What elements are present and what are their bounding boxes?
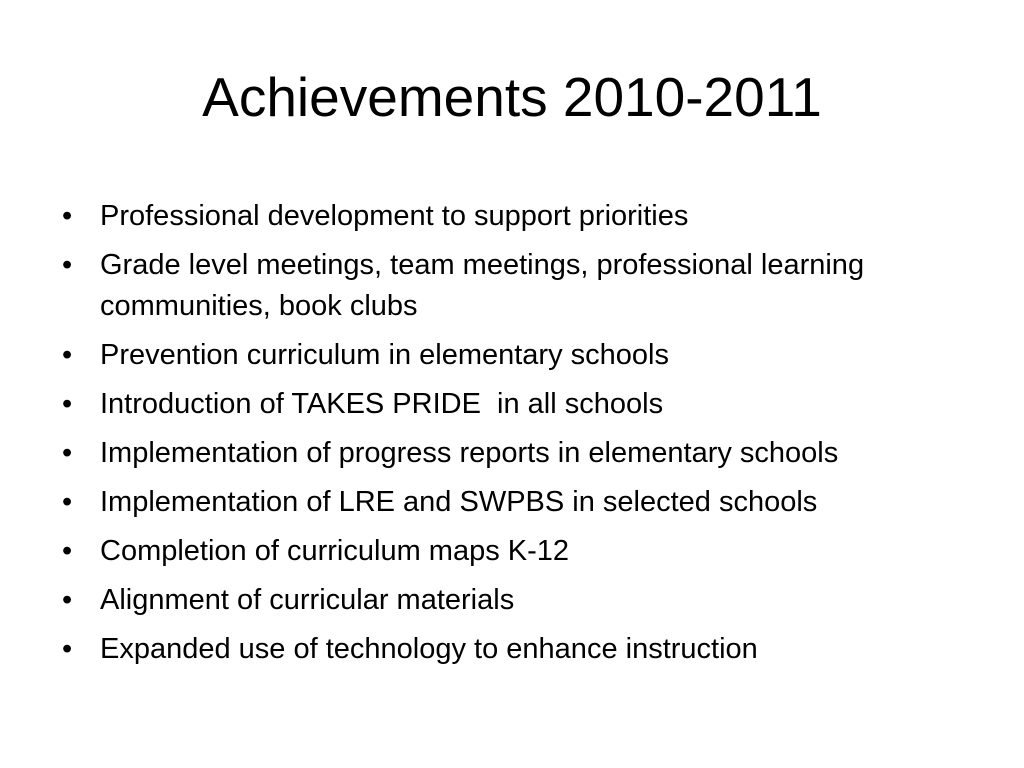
bullet-text: Expanded use of technology to enhance instruction: [100, 633, 758, 665]
bullet-icon: •: [62, 249, 73, 281]
list-item: [62, 629, 982, 670]
list-item: [62, 384, 982, 425]
bullet-text: Implementation of progress reports in elementary schools: [100, 437, 839, 469]
bullet-icon: •: [62, 486, 73, 518]
list-item: [62, 196, 982, 237]
slide-title: Achievements 2010-2011: [202, 66, 822, 128]
bullet-icon: •: [62, 633, 73, 665]
bullet-icon: •: [62, 339, 73, 371]
bullet-text: Prevention curriculum in elementary schools: [100, 339, 669, 371]
bullet-list: [62, 196, 982, 678]
bullet-text: Introduction of TAKES PRIDE in all schools: [100, 388, 664, 420]
bullet-icon: •: [62, 535, 73, 567]
list-item: [62, 335, 982, 376]
bullet-text: Implementation of LRE and SWPBS in selected schools: [100, 486, 818, 518]
bullet-text: Completion of curriculum maps K-12: [100, 535, 570, 567]
list-item: [62, 245, 982, 327]
list-item: [62, 531, 982, 572]
list-item: [62, 433, 982, 474]
bullet-text: Grade level meetings, team meetings, professional learning communities, book clubs: [100, 249, 865, 322]
bullet-icon: •: [62, 437, 73, 469]
bullet-icon: •: [62, 200, 73, 232]
bullet-text: Alignment of curricular materials: [100, 584, 515, 616]
bullet-icon: •: [62, 388, 73, 420]
bullet-icon: •: [62, 584, 73, 616]
list-item: [62, 482, 982, 523]
bullet-text: Professional development to support priorities: [100, 200, 689, 232]
list-item: [62, 580, 982, 621]
